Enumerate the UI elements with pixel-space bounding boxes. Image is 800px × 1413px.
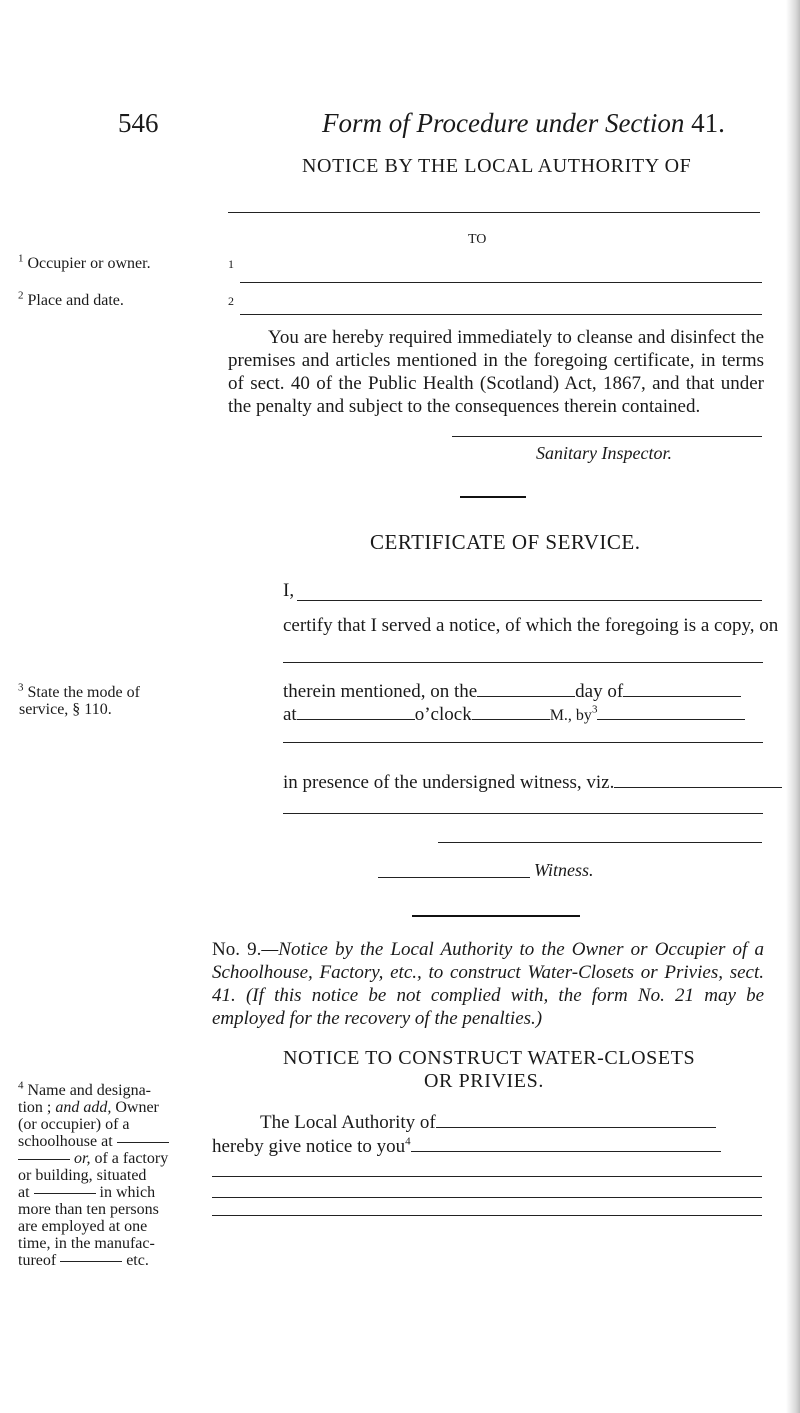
side-note-4-line2 [18, 1099, 214, 1116]
addressee-blank [411, 1131, 721, 1152]
side-note-4-line7b: in which [99, 1184, 156, 1201]
field-marker-2: 2 [228, 294, 234, 308]
day-blank [477, 676, 575, 697]
side-note-4-line8: more than ten persons [18, 1201, 159, 1218]
side-note-4-dash-2 [18, 1159, 70, 1160]
hereby-marker: 4 [405, 1135, 411, 1148]
occupier-line [240, 282, 762, 283]
day-of-text: day of [575, 681, 624, 702]
notice-to: TO [468, 232, 487, 247]
side-note-4-line1: Name and designa- [27, 1082, 152, 1099]
side-note-4-line5c: of a factory [90, 1150, 169, 1167]
side-note-4-line10: time, in the manufac- [18, 1235, 155, 1252]
running-head-section: 41. [691, 108, 725, 138]
side-note-4-dash-3 [34, 1193, 96, 1194]
side-note-4-line4-text: schoolhouse at [18, 1133, 113, 1150]
notice-body: You are hereby required immediately to cleanse and disinfect the premises and articles mentioned in the foregoing certificate, in terms of sect. 40 of the Public Health (Scotland) Act, 1867, and that under the penalty and subject to the consequences therein contained. [228, 327, 764, 417]
m-by-text: M., by [549, 707, 592, 724]
side-note-4-line2b: and add, [55, 1099, 112, 1116]
certificate-i-label: I, [283, 580, 295, 601]
place-date-line [240, 314, 762, 315]
side-note-3-marker: 3 [18, 681, 24, 694]
time-blank [297, 699, 415, 720]
month-blank [623, 676, 741, 697]
side-note-3-line1: State the mode of [27, 684, 140, 701]
addressee-line-3 [212, 1197, 762, 1198]
side-note-4-line6: or building, situated [18, 1167, 147, 1184]
certificate-title: CERTIFICATE OF SERVICE. [370, 530, 641, 554]
section-divider [460, 496, 526, 498]
signature-line [452, 436, 762, 437]
side-note-4-line5 [18, 1150, 214, 1167]
m-by-marker: 3 [591, 703, 598, 716]
side-note-4-line2c: Owner [111, 1099, 159, 1116]
mode-continuation-line [283, 742, 763, 743]
side-note-4-marker: 4 [18, 1079, 24, 1092]
form-no9-title-line1: NOTICE TO CONSTRUCT WATER-CLOSETS [283, 1047, 696, 1069]
running-head [322, 108, 725, 139]
field-marker-1: 1 [228, 257, 234, 271]
side-note-4-line11a: tureof [18, 1252, 57, 1269]
witness-label: Witness. [534, 860, 594, 880]
witness-name-line [378, 877, 530, 878]
side-note-1-marker: 1 [18, 252, 24, 265]
side-note-4-line11b: etc. [126, 1252, 149, 1269]
side-note-4-line11 [18, 1252, 214, 1269]
certify-text: certify that I served a notice, of which the foregoing is a copy, on [283, 615, 779, 636]
side-note-4-line3: (or occupier) of a [18, 1116, 130, 1133]
side-note-4 [18, 1079, 214, 1269]
page-edge-shadow [786, 0, 800, 1413]
page-number: 546 [118, 108, 159, 138]
side-note-4-dash-4 [60, 1261, 122, 1262]
hereby-line [212, 1131, 721, 1158]
form-no9-number: No. 9. [212, 939, 262, 960]
certifier-name-line [297, 600, 762, 601]
addressee-line-2 [212, 1176, 762, 1177]
side-note-1-text: Occupier or owner. [27, 255, 151, 272]
local-authority-line [260, 1107, 716, 1134]
notice-title: NOTICE BY THE LOCAL AUTHORITY OF [302, 155, 692, 177]
presence-line [283, 767, 782, 794]
form-no9-title-line2: OR PRIVIES. [424, 1070, 544, 1092]
side-note-2 [18, 289, 124, 309]
running-head-text: Form of Procedure under Section [322, 108, 685, 138]
form-no9-heading-text: —Notice by the Local Authority to the Owner or Occupier of a Schoolhouse, Factory, etc., to construct Water-Closets or Privies, sect. 41. (If this notice be not complied with, the form No. 21 may be employed for the recovery of the penalties.) [212, 939, 764, 1029]
side-note-4-line7a: at [18, 1184, 30, 1201]
form-no9-heading [212, 938, 764, 1030]
mode-blank [597, 699, 745, 720]
served-party-line [283, 662, 763, 663]
local-authority-text: The Local Authority of [260, 1112, 436, 1133]
side-note-4-line5b: or, [74, 1150, 91, 1167]
side-note-4-line9: are employed at one [18, 1218, 148, 1235]
side-note-4-dash-1 [117, 1142, 169, 1143]
witness-designation-line [283, 813, 763, 814]
side-note-2-text: Place and date. [27, 292, 124, 309]
hereby-text: hereby give notice to you [212, 1136, 406, 1157]
side-note-4-line2a: tion ; [18, 1099, 56, 1116]
at-text: at [283, 704, 297, 725]
oclock-text: o’clock [414, 704, 472, 725]
addressee-line-4 [212, 1215, 762, 1216]
side-note-4-line4 [18, 1133, 214, 1150]
witness-name-blank [614, 767, 782, 788]
side-note-2-marker: 2 [18, 289, 24, 302]
side-note-1 [18, 252, 151, 272]
witness-signature-line [438, 842, 762, 843]
signatory: Sanitary Inspector. [536, 443, 672, 463]
therein-text: therein mentioned, on the [283, 681, 478, 702]
authority-blank [436, 1107, 716, 1128]
form-divider [412, 915, 580, 917]
presence-text: in presence of the undersigned witness, viz. [283, 772, 615, 793]
meridian-blank [472, 699, 550, 720]
side-note-3 [18, 681, 140, 718]
side-note-4-line7 [18, 1184, 214, 1201]
side-note-3-line2: service, § 110. [19, 701, 112, 718]
at-line [283, 699, 745, 726]
authority-name-line [228, 212, 760, 213]
